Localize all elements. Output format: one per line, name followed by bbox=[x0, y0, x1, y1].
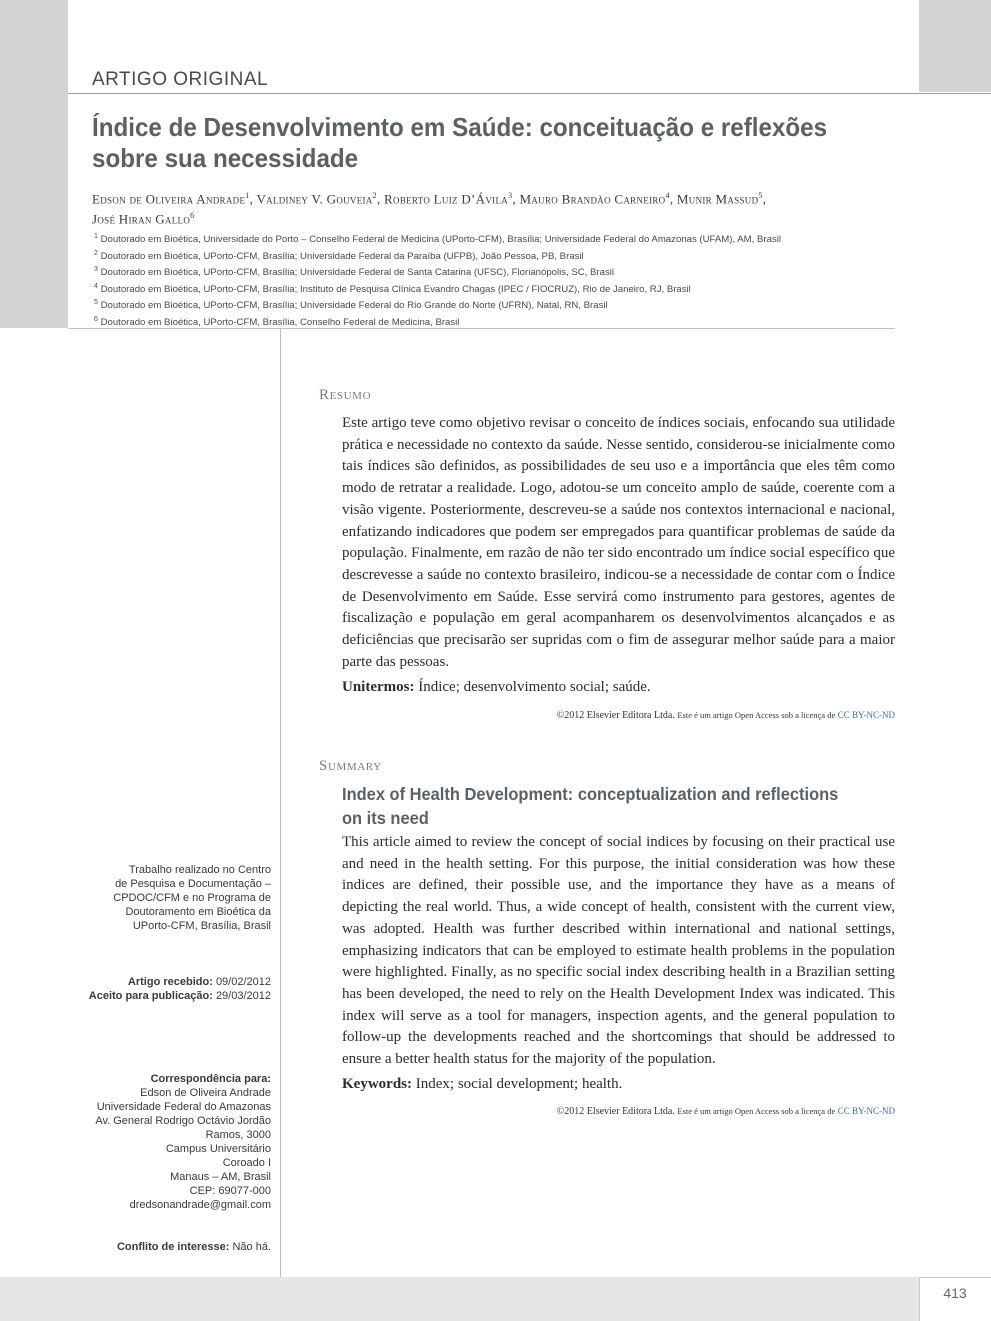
conflict-of-interest: Conflito de interesse: Não há. bbox=[116, 1241, 271, 1253]
affiliation-item: $^2$ Doutorado em Bioética, UPorto-CFM, Brasília; Universidade Federal da Paraíba (UFPB), João Pessoa, PB, Brasil bbox=[94, 249, 584, 262]
license-link[interactable]: CC BY-NC-ND bbox=[837, 710, 895, 720]
work-note: Trabalho realizado no Centro de Pesquisa e Documentação – CPDOC/CFM e no Programa de Doutoramento em Bioética da UPorto-CFM, Brasília, Brasil bbox=[113, 864, 271, 932]
keywords-value: Index; social development; health. bbox=[415, 1076, 623, 1092]
dates: Artigo recebido: 09/02/2012 Aceito para publicação: 29/03/2012 bbox=[88, 976, 271, 1002]
english-title: Index of Health Development: conceptualization and reflections on its need bbox=[342, 784, 839, 828]
accepted-date: 29/03/2012 bbox=[215, 990, 271, 1002]
resumo-keywords bbox=[342, 679, 651, 696]
summary-keywords bbox=[342, 1076, 622, 1093]
author-line-1: Edson de Oliveira Andrade$^1$, Valdiney V. Gouveia$^2$, Roberto Luiz D’Ávila$^3$, Mauro Brandão Carneiro$^4$, Munir Massud$^5$, bbox=[92, 191, 767, 207]
email[interactable]: dredsonandrade@gmail.com bbox=[129, 1199, 271, 1211]
keywords-value: Índice; desenvolvimento social; saúde. bbox=[418, 679, 651, 695]
author-name: José Hiran Gallo bbox=[92, 211, 191, 227]
license-link[interactable]: CC BY-NC-ND bbox=[837, 1106, 895, 1116]
correspondence: Correspondência para: Edson de Oliveira Andrade Universidade Federal do Amazonas Av. General Rodrigo Octávio Jordão Ramos, 3000 Campus Universitário Coroado I Manaus – AM, Brasil CEP: 69077-000 dredsonandrade@gmail.com bbox=[81, 1072, 271, 1212]
author-name: Mauro Brandão Carneiro bbox=[519, 191, 666, 207]
affiliation-item: $^6$ Doutorado em Bioética, UPorto-CFM, Brasília, Conselho Federal de Medicina, Brasil bbox=[94, 315, 460, 329]
summary-license: ©2012 Elsevier Editora Ltda. Este é um artigo Open Access sob a licença de CC BY-NC-ND bbox=[556, 1106, 895, 1117]
author-name: Valdiney V. Gouveia bbox=[256, 191, 373, 207]
author-list bbox=[92, 187, 892, 228]
affiliation-item: $^3$ Doutorado em Bioética, UPorto-CFM, Brasília; Universidade Federal de Santa Catarina (UFSC), Florianópolis, SC, Brasil bbox=[94, 266, 615, 279]
bottom-band bbox=[0, 1277, 919, 1321]
header-rule bbox=[68, 93, 991, 94]
author-name: Edson de Oliveira Andrade bbox=[92, 191, 246, 207]
page-number: 413 bbox=[943, 1285, 967, 1301]
affiliation-item: $^4$ Doutorado em Bioética, UPorto-CFM, Brasília; Instituto de Pesquisa Clínica Evandro Chagas (IPEC / FIOCRUZ), Rio de Janeiro, RJ, Brasil bbox=[94, 282, 691, 295]
left-top-band bbox=[0, 0, 68, 328]
summary-body: This article aimed to review the concept of social indices by focusing on their practical use and need in the health setting. For this purpose, the initial consideration was how these indices are defined, their possible use, and the importance they have as a means of depicting the real world. Thus, a wide concept of health, consistent with the current view, was adopted. Health was further described within international and national settings, emphasizing indicators that can be employed to estimate health problems in the population were highlighted. Finally, as no specific social index describing health in a Brazilian setting has been developed, the need to rely on the Health Development Index was indicated. This index will serve as a tool for managers, inspection agents, and the general population to follow-up the developments reached and the shortcomings that should be addressed to ensure a better health status for the majority of the population. bbox=[342, 834, 895, 1068]
keywords-label: Unitermos: bbox=[342, 679, 415, 695]
author-name: Munir Massud bbox=[676, 191, 759, 207]
affiliation-item: $^5$ Doutorado em Bioética, UPorto-CFM, Brasília; Universidade Federal do Rio Grande do Norte (UFRN), Natal, RN, Brasil bbox=[94, 299, 608, 312]
article-title: Índice de Desenvolvimento em Saúde: conceituação e reflexões sobre sua necessidade bbox=[92, 112, 828, 173]
affiliations bbox=[94, 230, 894, 330]
affiliation-item: $^1$ Doutorado em Bioética, Universidade do Porto – Conselho Federal de Medicina (UPorto-CFM), Brasília; Universidade Federal do Amazonas (UFAM), AM, Brasil bbox=[94, 233, 781, 246]
resumo-license: ©2012 Elsevier Editora Ltda. Este é um artigo Open Access sob a licença de CC BY-NC-ND bbox=[556, 710, 895, 721]
section-label: ARTIGO ORIGINAL bbox=[92, 69, 269, 90]
author-name: Roberto Luiz D’Ávila bbox=[384, 191, 509, 207]
summary-heading: Summary bbox=[319, 758, 382, 774]
author-line-2: José Hiran Gallo$^6$ bbox=[92, 211, 195, 227]
received-date: 09/02/2012 bbox=[215, 976, 271, 988]
right-top-band bbox=[919, 0, 991, 92]
resumo-heading: Resumo bbox=[319, 387, 372, 403]
resumo-body: Este artigo teve como objetivo revisar o conceito de índices sociais, enfocando sua utilidade prática e necessidade no contexto da saúde. Nesse sentido, considerou-se inicialmente como tais índices são definidos, as possibilidades de seu uso e a importância que eles têm como modo de retratar a realidade. Logo, adotou-se um conceito amplo de saúde, coerente com a visão vigente. Posteriormente, descreveu-se a saúde nos contextos internacional e nacional, enfatizando indicadores que podem ser empregados para quantificar problemas de saúde da população. Finalmente, em razão de não ter sido encontrado um índice social específico que descrevesse a saúde no contexto brasileiro, indicou-se a necessidade de contar com o Índice de Desenvolvimento em Saúde. Esse servirá como instrumento para gestores, agentes de fiscalização e população em geral acompanharem os desenvolvimentos alcançados e as deficiências que precisarão ser supridas com o fim de assegurar melhor saúde para a maior parte das pessoas. bbox=[342, 415, 895, 670]
column-rule bbox=[280, 329, 281, 1277]
keywords-label: Keywords: bbox=[342, 1076, 412, 1092]
